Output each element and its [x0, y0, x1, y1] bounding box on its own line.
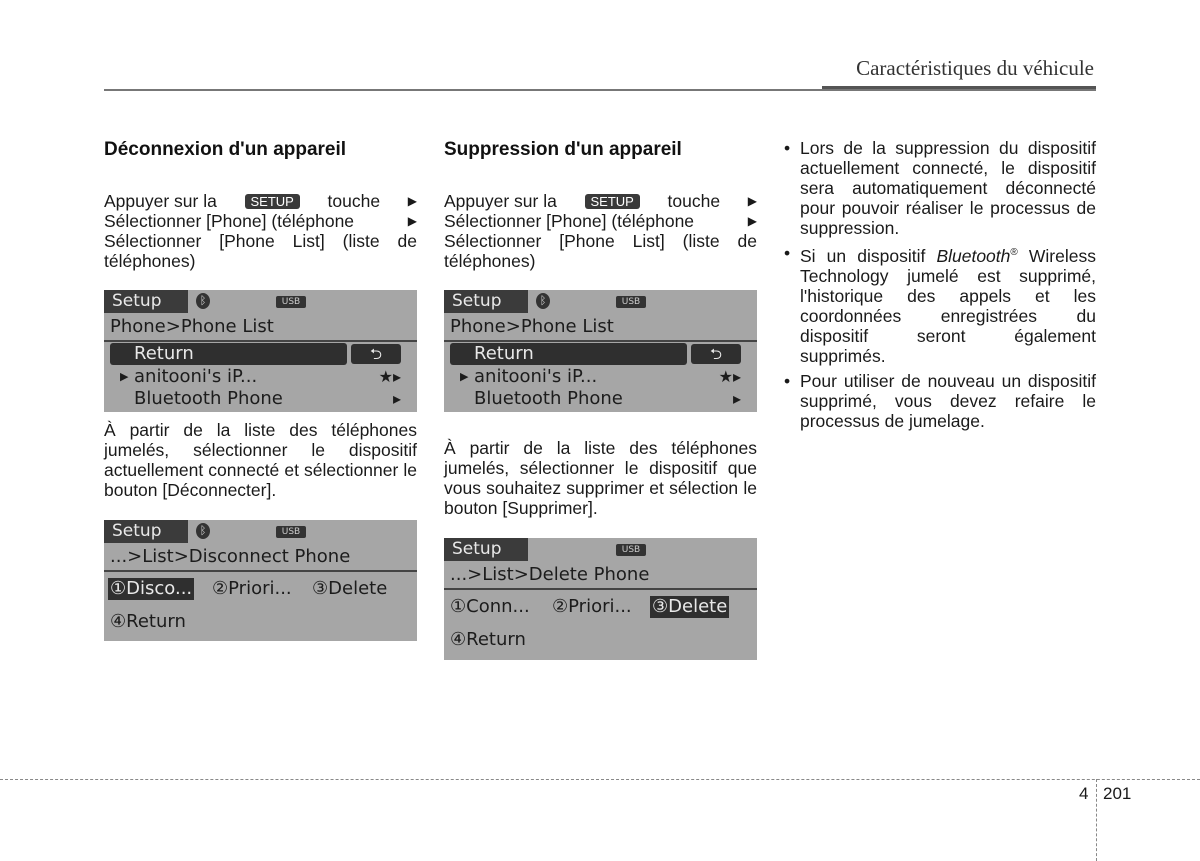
usb-icon: USB — [276, 526, 306, 538]
registered-mark: ® — [1010, 247, 1018, 258]
return-button — [687, 343, 741, 365]
note-italic: Bluetooth — [936, 245, 1011, 266]
section-heading-disconnect: Déconnexion d'un appareil — [104, 139, 347, 160]
step-select-phone — [444, 211, 757, 231]
usb-icon: USB — [616, 296, 646, 308]
list-item-return — [110, 343, 347, 365]
note-text: Wireless Technology jumelé est supprimé, l'historique des appels et les coordonnées enregistrées du dispositif seront également supprimés. — [800, 245, 1096, 366]
list-item-label: Bluetooth Phone — [474, 388, 623, 409]
pointer-icon: ▶ — [120, 370, 129, 383]
notes-list — [784, 138, 1096, 431]
steps-disconnect — [104, 191, 417, 271]
arrow-right-icon: ▶ — [407, 214, 417, 228]
list-item-return — [450, 343, 687, 365]
step-text: Appuyer sur la — [444, 191, 557, 211]
screen-divider — [444, 588, 757, 590]
step-select-phone-list: Sélectionner [Phone List] (liste de téléphones) — [444, 231, 757, 271]
pointer-icon: ▶ — [460, 370, 469, 383]
chapter-number: 4 — [1079, 784, 1089, 803]
column-notes — [784, 138, 1096, 436]
setup-key-label: SETUP — [585, 194, 640, 209]
list-item-bluetooth-phone — [110, 388, 401, 410]
screen-tab: Setup — [104, 290, 188, 313]
bluetooth-icon: ᛒ — [196, 293, 210, 309]
list-item-label: anitooni's iP... — [134, 366, 258, 387]
footer-vertical-divider — [1096, 779, 1097, 861]
paragraph-disconnect: À partir de la liste des téléphones jumelés, sélectionner le dispositif actuellement connecté et sélectionner le bouton [Déconnecter]. — [104, 420, 417, 500]
column-disconnect — [104, 138, 417, 641]
screen-path: Phone>Phone List — [110, 316, 274, 337]
option-connect: ①Conn... — [450, 596, 530, 617]
setup-key-label: SETUP — [245, 194, 300, 209]
star-icon: ★▸ — [718, 367, 741, 386]
bluetooth-icon: ᛒ — [196, 523, 210, 539]
note-text: Si un dispositif — [800, 245, 926, 266]
chevron-right-icon: ▸ — [732, 389, 741, 408]
column-delete — [444, 138, 757, 660]
steps-delete — [444, 191, 757, 271]
footer-divider — [0, 779, 1200, 780]
option-return: ④Return — [450, 629, 526, 650]
step-text: Sélectionner [Phone] (téléphone — [444, 211, 695, 231]
step-text: touche — [327, 191, 381, 211]
usb-icon: USB — [276, 296, 306, 308]
list-item-label: Return — [474, 343, 534, 364]
screen-tab: Setup — [444, 538, 528, 561]
screen-delete-phone — [444, 538, 757, 660]
option-delete: ③Delete — [312, 578, 388, 599]
option-return: ④Return — [110, 611, 186, 632]
return-button — [347, 343, 401, 365]
option-delete: ③Delete — [652, 596, 728, 617]
running-header: Caractéristiques du véhicule — [856, 56, 1094, 80]
step-text: touche — [667, 191, 721, 211]
header-rule — [104, 89, 1096, 91]
list-item-phone — [450, 366, 741, 388]
screen-disconnect-phone — [104, 520, 417, 641]
step-press-setup — [104, 191, 417, 211]
return-icon: ⮌ — [691, 344, 741, 364]
screen-tab: Setup — [444, 290, 528, 313]
list-item-label: Return — [134, 343, 194, 364]
screen-path: ...>List>Disconnect Phone — [110, 546, 351, 567]
screen-tab: Setup — [104, 520, 188, 543]
screen-divider — [444, 340, 757, 342]
list-item-label: Bluetooth Phone — [134, 388, 283, 409]
step-select-phone — [104, 211, 417, 231]
step-select-phone-list: Sélectionner [Phone List] (liste de téléphones) — [104, 231, 417, 271]
option-priority: ②Priori... — [212, 578, 292, 599]
arrow-right-icon: ▶ — [747, 214, 757, 228]
step-press-setup — [444, 191, 757, 211]
screen-divider — [104, 340, 417, 342]
section-heading-delete: Suppression d'un appareil — [444, 139, 682, 160]
arrow-right-icon: ▶ — [747, 194, 757, 208]
screen-path: ...>List>Delete Phone — [450, 564, 650, 585]
note-item — [784, 243, 1096, 366]
usb-icon: USB — [616, 544, 646, 556]
list-item-phone — [110, 366, 401, 388]
step-text: Appuyer sur la — [104, 191, 217, 211]
option-priority: ②Priori... — [552, 596, 632, 617]
note-item: • Pour utiliser de nouveau un dispositif supprimé, vous devez refaire le processus de jumelage. — [784, 371, 1096, 431]
arrow-right-icon: ▶ — [407, 194, 417, 208]
bluetooth-icon: ᛒ — [536, 293, 550, 309]
screen-phone-list — [444, 290, 757, 412]
step-text: Sélectionner [Phone] (téléphone — [104, 211, 355, 231]
list-item-label: anitooni's iP... — [474, 366, 598, 387]
return-icon: ⮌ — [351, 344, 401, 364]
chevron-right-icon: ▸ — [392, 389, 401, 408]
paragraph-delete: À partir de la liste des téléphones jumelés, sélectionner le dispositif que vous souhaitez supprimer et sélection le bouton [Supprimer]. — [444, 438, 757, 518]
option-disconnect: ①Disco... — [110, 578, 193, 599]
star-icon: ★▸ — [378, 367, 401, 386]
page-number: 201 — [1103, 784, 1132, 803]
screen-divider — [104, 570, 417, 572]
list-item-bluetooth-phone — [450, 388, 741, 410]
screen-phone-list — [104, 290, 417, 412]
screen-path: Phone>Phone List — [450, 316, 614, 337]
note-item: • Lors de la suppression du dispositif actuellement connecté, le dispositif sera automatiquement déconnecté pour pouvoir réaliser le processus de suppression. — [784, 138, 1096, 238]
